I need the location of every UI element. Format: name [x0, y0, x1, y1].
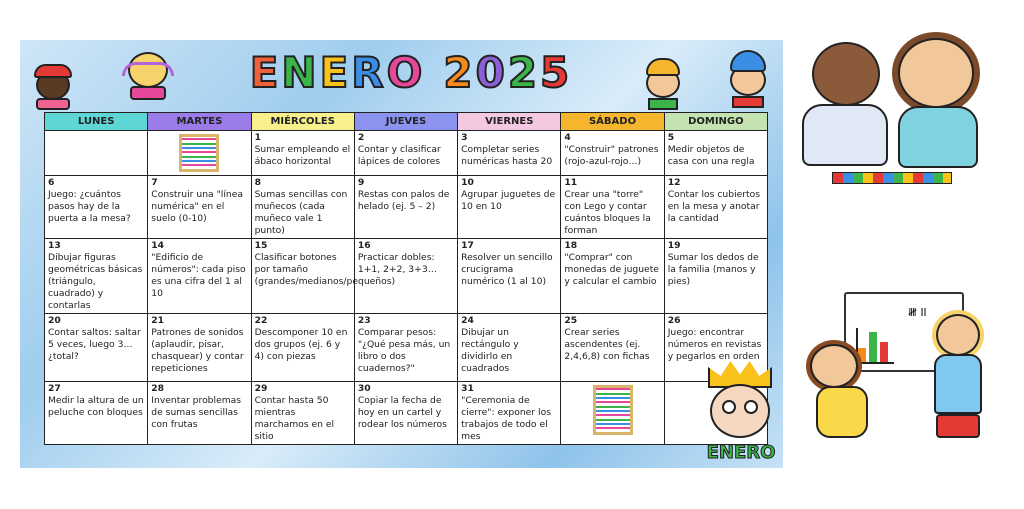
- day-number: 8: [254, 177, 261, 188]
- two-kids-with-blocks-clipart: [792, 36, 992, 186]
- activity-text: Inventar problemas de sumas sencillas con frutas: [151, 395, 242, 430]
- activity-text: Dibujar un rectángulo y dividirlo en cuadrados: [461, 327, 519, 374]
- activity-text: Restas con palos de helado (ej. 5 – 2): [357, 189, 450, 212]
- girl-headphones-clipart: [120, 46, 176, 102]
- day-cell-13: [45, 239, 148, 314]
- day-number: 25: [564, 315, 578, 326]
- weekday-miércoles: MIÉRCOLES: [251, 113, 354, 131]
- day-cell-9: [354, 176, 457, 239]
- activity-text: Dibujar figuras geométricas básicas (triángulo, cuadrado) y contarlas: [48, 252, 143, 311]
- day-number: 12: [667, 177, 681, 188]
- activity-text: "Edificio de números": cada piso es una cifra del 1 al 10: [151, 252, 246, 299]
- day-cell-10: [458, 176, 561, 239]
- title-letter: 2: [443, 48, 476, 97]
- day-number: 23: [357, 315, 371, 326]
- boy-abacus-icon: [179, 134, 219, 172]
- day-cell-2: [354, 131, 457, 176]
- weekday-viernes: VIERNES: [458, 113, 561, 131]
- day-cell-29: [251, 382, 354, 445]
- day-cell-6: [45, 176, 148, 239]
- activity-text: Descomponer 10 en dos grupos (ej. 6 y 4) con piezas: [254, 327, 348, 362]
- day-number: 3: [461, 132, 468, 143]
- day-cell-23: [354, 314, 457, 382]
- day-number: 6: [48, 177, 55, 188]
- activity-text: Crear una "torre" con Lego y contar cuántos bloques la forman: [564, 189, 651, 236]
- title-letter: 2: [507, 48, 541, 97]
- boy-beanie-clipart: [640, 54, 686, 114]
- weekday-sábado: SÁBADO: [561, 113, 664, 131]
- activity-text: Sumar los dedos de la familia (manos y pies): [667, 252, 759, 287]
- day-cell-5: [664, 131, 767, 176]
- king-mascot-clipart: [700, 358, 780, 466]
- week-row: [45, 382, 768, 445]
- activity-text: Contar hasta 50 mientras marchamos en el sitio: [254, 395, 335, 442]
- title-letter: R: [351, 48, 387, 97]
- day-cell-21: [148, 314, 251, 382]
- activity-text: Comparar pesos: "¿Qué pesa más, un libro o dos cuadernos?": [357, 327, 451, 374]
- mascot-label: ENERO: [706, 442, 776, 463]
- weekday-martes: MARTES: [148, 113, 251, 131]
- day-cell-1: [251, 131, 354, 176]
- activity-text: Copiar la fecha de hoy en un cartel y rodear los números: [357, 395, 447, 430]
- day-cell-19: [664, 239, 767, 314]
- activity-text: Sumas sencillas con muñecos (cada muñeco vale 1 punto): [254, 189, 348, 236]
- title-letter: 5: [540, 48, 573, 97]
- week-row: [45, 239, 768, 314]
- day-number: 9: [357, 177, 365, 188]
- empty-cell: [148, 131, 251, 176]
- day-cell-4: [561, 131, 664, 176]
- day-cell-28: [148, 382, 251, 445]
- title-letter: O: [386, 48, 426, 97]
- day-cell-27: [45, 382, 148, 445]
- activity-text: Contar saltos: saltar 5 veces, luego 3… ¿total?: [48, 327, 141, 362]
- day-cell-22: [251, 314, 354, 382]
- activity-text: "Comprar" con monedas de juguete y calcular el cambio: [564, 252, 659, 287]
- day-number: 11: [564, 177, 578, 188]
- week-row: [45, 176, 768, 239]
- day-number: 22: [254, 315, 268, 326]
- day-number: 2: [357, 132, 365, 143]
- day-cell-25: [561, 314, 664, 382]
- activity-text: Practicar dobles: 1+1, 2+2, 3+3…: [357, 252, 437, 275]
- activity-text: Patrones de sonidos (aplaudir, pisar, chasquear) y contar repeticiones: [151, 327, 244, 374]
- day-cell-24: [458, 314, 561, 382]
- day-number: 18: [564, 240, 578, 251]
- day-cell-30: [354, 382, 457, 445]
- day-cell-20: [45, 314, 148, 382]
- day-number: 31: [461, 383, 474, 394]
- day-number: 16: [357, 240, 371, 251]
- bar-chart-icon: [856, 328, 894, 364]
- child-winter-hat-clipart: [30, 62, 76, 112]
- weekday-lunes: LUNES: [45, 113, 148, 131]
- day-number: 7: [151, 177, 158, 188]
- weekday-header-row: [45, 113, 768, 131]
- day-number: 13: [48, 240, 61, 251]
- day-cell-11: [561, 176, 664, 239]
- day-number: 30: [357, 383, 371, 394]
- day-number: 15: [254, 240, 268, 251]
- girl-beanie-clipart: [720, 46, 776, 112]
- day-number: 10: [461, 177, 474, 188]
- activity-text: Contar los cubiertos en la mesa y anotar la cantidad: [667, 189, 761, 224]
- activity-text: Juego: encontrar números en revistas y pegarlos en orden: [667, 327, 762, 362]
- activity-text: Resolver un sencillo crucigrama numérico (1 al 10): [461, 252, 553, 287]
- week-row: [45, 314, 768, 382]
- weekday-domingo: DOMINGO: [664, 113, 767, 131]
- day-cell-12: [664, 176, 767, 239]
- activity-text: Clasificar botones por tamaño (grandes/medianos/pequeños): [254, 252, 396, 287]
- activity-text: Completar series numéricas hasta 20: [461, 144, 553, 167]
- week-row: [45, 131, 768, 176]
- activity-text: "Ceremonia de cierre": exponer los trabajos de todo el mes: [461, 395, 551, 442]
- empty-cell: [45, 131, 148, 176]
- title-letter: E: [249, 48, 282, 97]
- day-cell-14: [148, 239, 251, 314]
- kids-whiteboard-clipart: [806, 286, 990, 446]
- calendar-grid: [44, 112, 768, 445]
- title-letter: N: [281, 48, 320, 97]
- activity-text: Sumar empleando el ábaco horizontal: [254, 144, 351, 167]
- calendar-title: [226, 48, 596, 97]
- activity-text: Medir la altura de un peluche con bloques: [48, 395, 144, 418]
- day-number: 29: [254, 383, 268, 394]
- day-number: 28: [151, 383, 165, 394]
- day-cell-31: [458, 382, 561, 445]
- day-cell-7: [148, 176, 251, 239]
- day-number: 1: [254, 132, 261, 143]
- title-letter: 0: [475, 48, 508, 97]
- title-letter: E: [319, 48, 352, 97]
- day-number: 17: [461, 240, 474, 251]
- day-number: 27: [48, 383, 61, 394]
- day-number: 21: [151, 315, 165, 326]
- day-number: 26: [667, 315, 681, 326]
- day-number: 20: [48, 315, 61, 326]
- day-number: 19: [667, 240, 681, 251]
- day-number: 24: [461, 315, 474, 326]
- day-cell-17: [458, 239, 561, 314]
- day-number: 14: [151, 240, 165, 251]
- tally-marks: 𝍸 ll: [908, 306, 927, 319]
- weekday-jueves: JUEVES: [354, 113, 457, 131]
- day-number: 4: [564, 132, 571, 143]
- day-cell-3: [458, 131, 561, 176]
- activity-text: Juego: ¿cuántos pasos hay de la puerta a la mesa?: [48, 189, 131, 224]
- abacus-icon: [593, 385, 633, 435]
- activity-text: Agrupar juguetes de 10 en 10: [461, 189, 556, 212]
- activity-text: Contar y clasificar lápices de colores: [357, 144, 441, 167]
- activity-text: "Construir" patrones (rojo-azul-rojo…): [564, 144, 659, 167]
- day-cell-18: [561, 239, 664, 314]
- activity-text: Construir una "línea numérica" en el suelo (0-10): [151, 189, 244, 224]
- activity-text: Crear series ascendentes (ej. 2,4,6,8) con fichas: [564, 327, 650, 362]
- empty-cell: [561, 382, 664, 445]
- activity-text: Medir objetos de casa con una regla: [667, 144, 755, 167]
- day-number: 5: [667, 132, 675, 143]
- day-cell-8: [251, 176, 354, 239]
- calendar-poster: [20, 40, 783, 468]
